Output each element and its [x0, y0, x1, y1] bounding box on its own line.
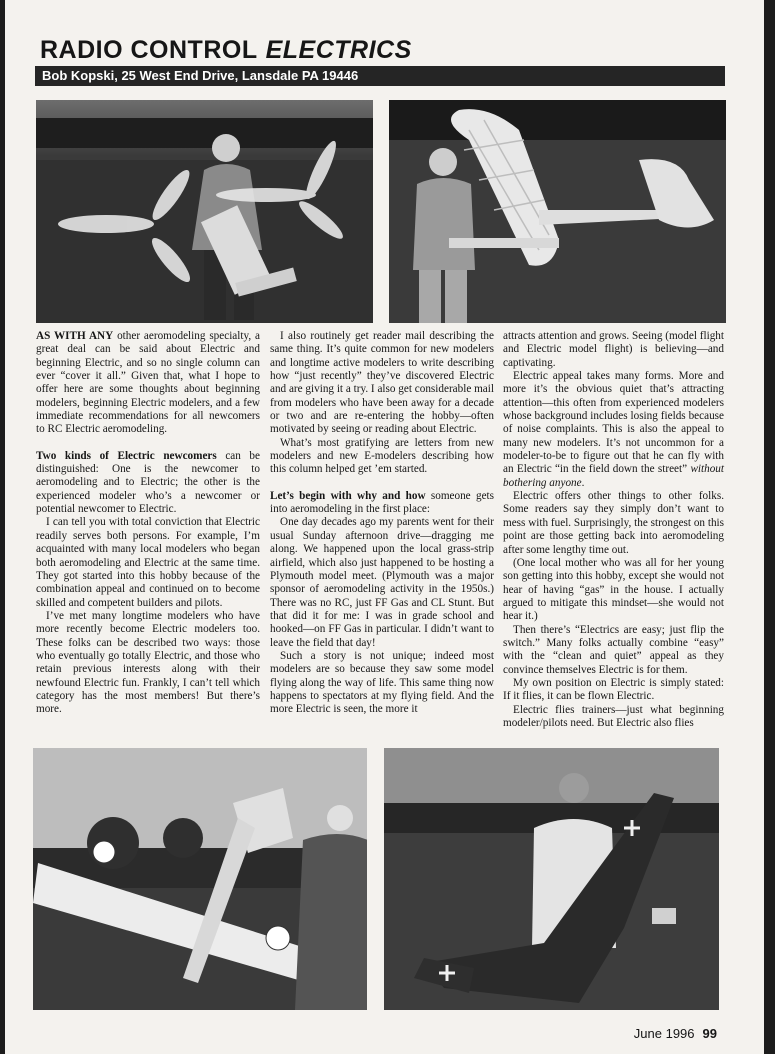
paragraph [36, 330, 260, 437]
photo-bottom-left [33, 748, 367, 1010]
emphasis: without bothering anyone [503, 463, 725, 489]
page-title [40, 36, 412, 64]
paragraph: Electric offers other things to other folks. Some readers say they simply don’t want to mess with fuel. Surprisingly, the strongest on this point are those getting back into aeromodeling after some lengthy time out. [503, 490, 724, 556]
paragraph: Then there’s “Electrics are easy; just flip the switch.” Many folks actually combine “easy” with the “clean and quiet” appeal as they convince themselves Electric is for them. [503, 623, 724, 676]
scan-edge-left [0, 0, 5, 1054]
paragraph [36, 450, 260, 517]
photo-bottom-right [384, 748, 719, 1010]
lead-in: Two kinds of Electric newcomers [36, 449, 217, 462]
issue-date: June 1996 [633, 1026, 695, 1041]
photo-icon [384, 748, 719, 1010]
photo-top-right [389, 100, 726, 323]
lead-in: AS WITH ANY [36, 330, 114, 342]
paragraph-text: other aeromodeling specialty, a great deal can be said about Electric and beginning Electric, and so no single column can ever “cover it all.” Given that, what I hope to offer here are some thoughts about beginning modelers, beginning Electric modelers, and a few immediate recommendations for all newcomers to RC Electric aeromodeling. [36, 330, 260, 436]
scan-edge-right [764, 0, 775, 1054]
paragraph: attracts attention and grows. Seeing (model flight and Electric model flight) is believing—and captivating. [503, 330, 724, 369]
paragraph: My own position on Electric is simply stated: If it flies, it can be flown Electric. [503, 676, 724, 703]
lead-in: Let’s begin with why and how [270, 489, 426, 502]
article-column-3 [503, 330, 724, 730]
paragraph-text: can be distinguished: One is the newcomer to aeromodeling and to Electric; the other is the experienced modeler who’s a newcomer or potential newcomer to Electric. [36, 449, 260, 516]
paragraph: One day decades ago my parents went for their usual Sunday afternoon drive—dragging me along. We happened upon the local grass-strip airfield, which also just happened to be hosting a Plymouth model meet. (Plymouth was a major sponsor of aeromodeling activity in the 1950s.) There was no RC, just FF Gas and CL Stunt. But that did it for me: I was in grade school and hooked—on FF Gas in particular. I didn’t want to leave the field that day! [270, 516, 494, 649]
author-byline: Bob Kopski, 25 West End Drive, Lansdale PA 19446 [35, 66, 725, 86]
paragraph-text: . [581, 476, 585, 489]
paragraph [503, 370, 724, 490]
article-column-2 [270, 330, 494, 717]
title-electrics: ELECTRICS [265, 36, 412, 64]
paragraph: I can tell you with total conviction that Electric readily serves both persons. For example, I’m acquainted with many local modelers who began both aeromodeling and Electric at the same time. They got started into this hobby because of the combination appeal and continued on to become skilled and competent builders and pilots. [36, 516, 260, 609]
photo-icon [389, 100, 726, 323]
paragraph: What’s most gratifying are letters from new modelers and new E-modelers describing how this column helped get ’em started. [270, 436, 494, 476]
page-footer [634, 1026, 717, 1041]
paragraph: I’ve met many longtime modelers who have more recently become Electric modelers too. These folks can be described two ways: those who eventually go totally Electric, and those who retain previous interests along with their newfound Electric fun. Frankly, I can’t tell which category has the most members! But there’s more. [36, 609, 260, 716]
photo-top-left [36, 100, 373, 323]
page-number: 99 [702, 1026, 717, 1041]
paragraph-text: someone gets into aeromodeling in the first place: [270, 489, 494, 516]
paragraph-text: Electric appeal takes many forms. More and more it’s the obvious quiet that’s attracting attention—this often from experienced modelers whose background includes losing fields because of noise complaints. This is also the appeal to many new modelers. It’s not uncommon for a modeler-to-be to figure out that he can fly with an Electric “in the field down the street” [503, 370, 724, 476]
paragraph: Such a story is not unique; indeed most modelers are so because they saw some model flying along the way of life. This same thing now happens to spectators at my flying field. And the more Electric is seen, the more it [270, 649, 494, 716]
title-radio-control: RADIO CONTROL [40, 36, 258, 64]
paragraph [270, 490, 494, 517]
article-column-1 [36, 330, 260, 717]
paragraph: Electric flies trainers—just what beginning modeler/pilots need. But Electric also flies [503, 703, 724, 729]
paragraph: I also routinely get reader mail describing the same thing. It’s quite common for new modelers and longtime active modelers to write describing how “just recently” they’ve discovered Electric and are giving it a try. I also get considerable mail from modelers who have been away for a decade or two and are re-entering the hobby—often motivated by seeing or reading about Electric. [270, 330, 494, 436]
photo-icon [33, 748, 367, 1010]
photo-icon [36, 100, 373, 323]
paragraph: (One local mother who was all for her young son getting into this hobby, except she would not hear of having “gas” in the house. I actually argued to mitigate this mindset—she would not hear it.) [503, 556, 724, 623]
